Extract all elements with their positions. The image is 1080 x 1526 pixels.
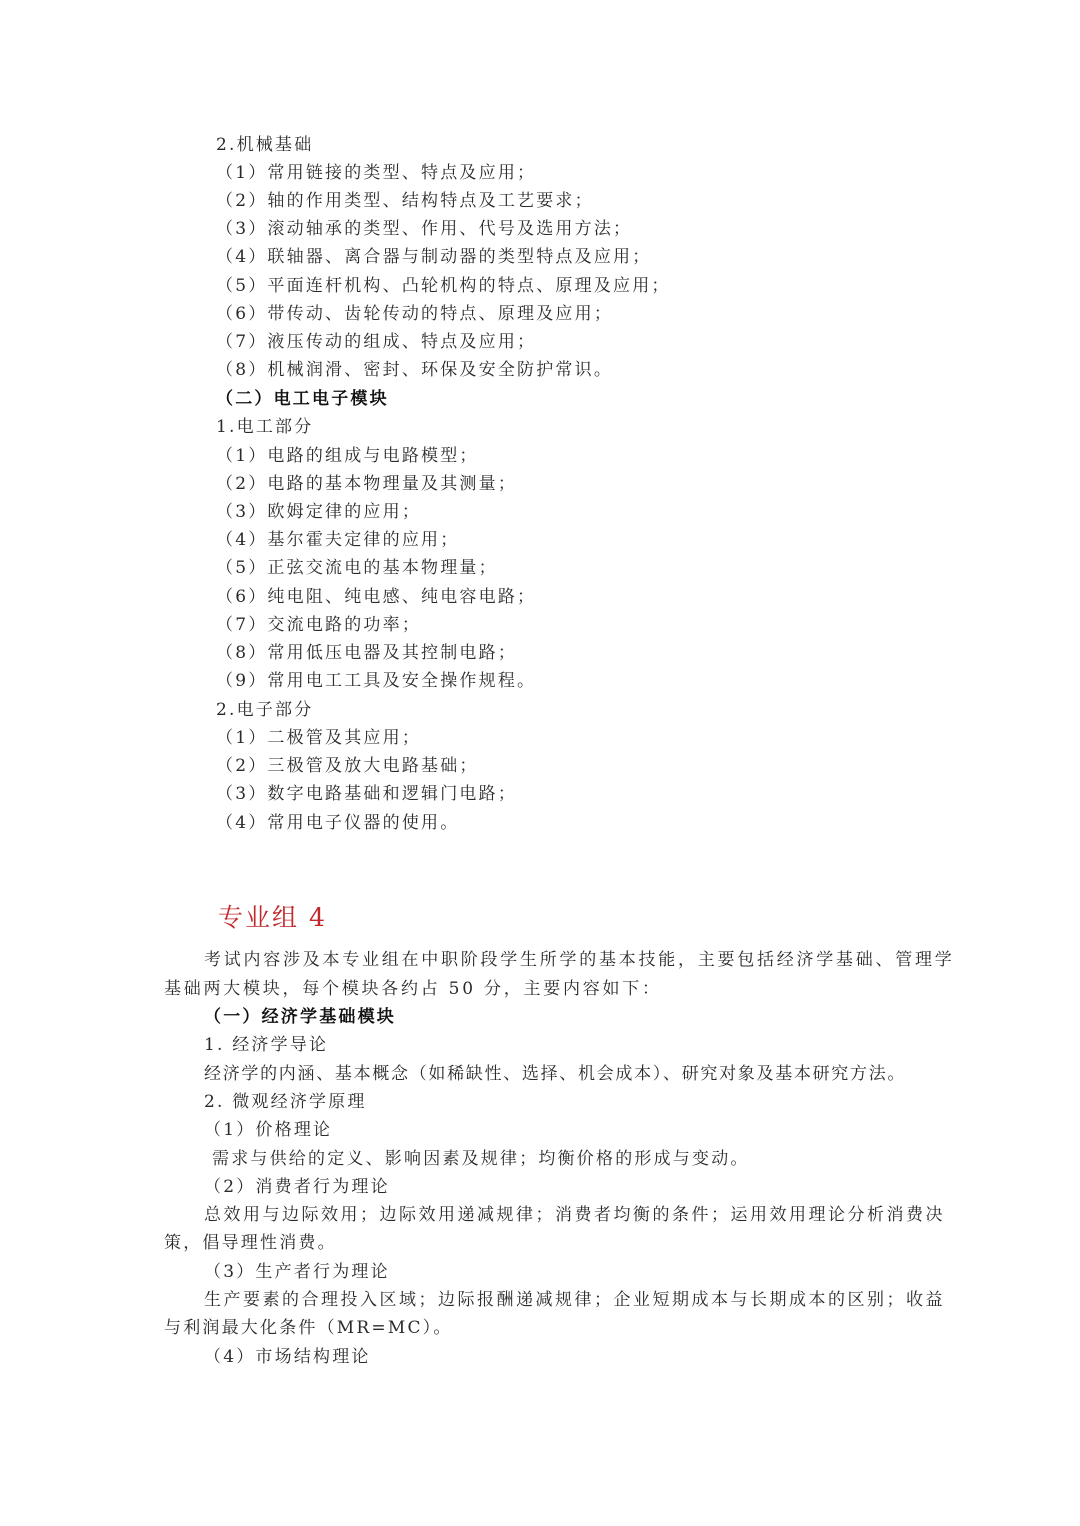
list-item: （5）平面连杆机构、凸轮机构的特点、原理及应用；: [216, 276, 671, 296]
paragraph: 生产要素的合理投入区域；边际报酬递减规律；企业短期成本与长期成本的区别；收益: [204, 1290, 945, 1310]
paragraph: 总效用与边际效用；边际效用递减规律；消费者均衡的条件；运用效用理论分析消费决: [204, 1205, 945, 1225]
electronics-part-heading: 2.电子部分: [216, 700, 314, 720]
mechanical-heading: 2.机械基础: [216, 135, 314, 155]
list-item: （6）纯电阻、纯电感、纯电容电路；: [216, 587, 537, 607]
list-item: （1）电路的组成与电路模型；: [216, 446, 479, 466]
paragraph: 策，倡导理性消费。: [164, 1233, 337, 1253]
electrical-part-heading: 1.电工部分: [216, 417, 314, 437]
list-item: （8）常用低压电器及其控制电路；: [216, 643, 518, 663]
point-heading: （4）市场结构理论: [204, 1347, 371, 1367]
point-heading: （3）生产者行为理论: [204, 1262, 390, 1282]
list-item: （3）欧姆定律的应用；: [216, 502, 422, 522]
list-item: （9）常用电工工具及安全操作规程。: [216, 671, 537, 691]
list-item: （5）正弦交流电的基本物理量；: [216, 558, 498, 578]
list-item: （3）数字电路基础和逻辑门电路；: [216, 784, 518, 804]
economics-module-heading: （一）经济学基础模块: [204, 1007, 396, 1027]
list-item: （4）常用电子仪器的使用。: [216, 813, 460, 833]
point-heading: （2）消费者行为理论: [204, 1177, 390, 1197]
list-item: （3）滚动轴承的类型、作用、代号及选用方法；: [216, 219, 633, 239]
list-item: （7）液压传动的组成、特点及应用；: [216, 332, 537, 352]
list-item: （7）交流电路的功率；: [216, 615, 422, 635]
subsection-heading: 2. 微观经济学原理: [204, 1092, 367, 1112]
list-item: （1）常用链接的类型、特点及应用；: [216, 163, 537, 183]
list-item: （2）轴的作用类型、结构特点及工艺要求；: [216, 191, 594, 211]
subsection-heading: 1. 经济学导论: [204, 1035, 329, 1055]
intro-text: 基础两大模块，每个模块各约占 50 分，主要内容如下：: [164, 979, 662, 999]
point-heading: （1）价格理论: [204, 1120, 333, 1140]
list-item: （4）联轴器、离合器与制动器的类型特点及应用；: [216, 247, 652, 267]
electrical-module-heading: （二）电工电子模块: [216, 389, 389, 409]
list-item: （2）电路的基本物理量及其测量；: [216, 474, 518, 494]
paragraph: 与利润最大化条件（MR=MC）。: [164, 1318, 453, 1338]
intro-text: 考试内容涉及本专业组在中职阶段学生所学的基本技能，主要包括经济学基础、管理学: [204, 950, 955, 970]
group4-title: 专业组 4: [218, 903, 327, 932]
list-item: （1）二极管及其应用；: [216, 728, 422, 748]
paragraph: 经济学的内涵、基本概念（如稀缺性、选择、机会成本）、研究对象及基本研究方法。: [204, 1064, 907, 1084]
list-item: （2）三极管及放大电路基础；: [216, 756, 479, 776]
list-item: （6）带传动、齿轮传动的特点、原理及应用；: [216, 304, 614, 324]
list-item: （8）机械润滑、密封、环保及安全防护常识。: [216, 360, 614, 380]
paragraph: 需求与供给的定义、影响因素及规律；均衡价格的形成与变动。: [212, 1149, 750, 1169]
list-item: （4）基尔霍夫定律的应用；: [216, 530, 460, 550]
